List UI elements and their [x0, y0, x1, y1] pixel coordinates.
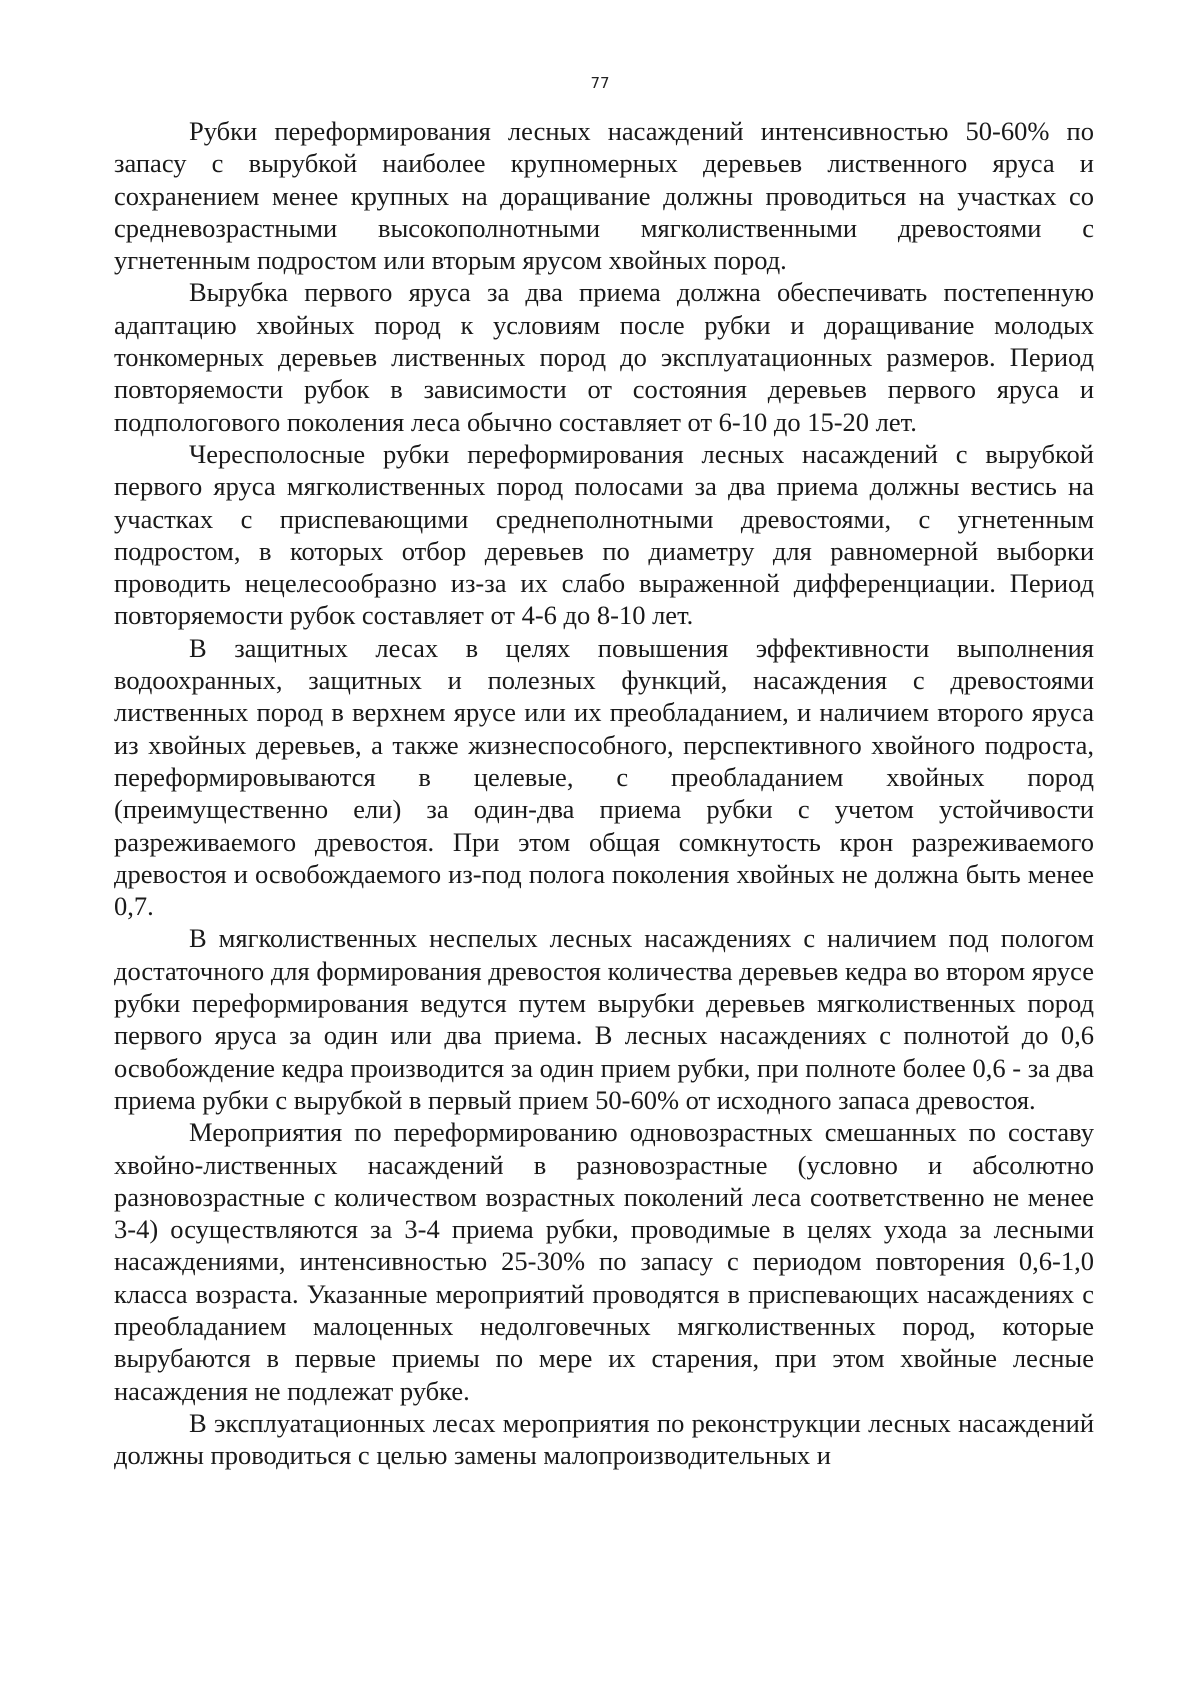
paragraph: Рубки переформирования лесных насаждений интенсивностью 50-60% по запасу с вырубкой наиболее крупномерных деревьев лиственного яруса и сохранением менее крупных на доращивание должны проводиться на участках со средневозрастными высокополнотными мягколиственными древостоями с угнетенным подростом или вторым ярусом хвойных пород. [114, 116, 1094, 276]
page-number: 77 [590, 74, 610, 92]
body-text [114, 115, 1094, 1471]
paragraph: Мероприятия по переформированию одновозрастных смешанных по составу хвойно-лиственных насаждений в разновозрастные (условно и абсолютно разновозрастные с количеством возрастных поколений леса соответственно не менее 3-4) осуществляются за 3-4 приема рубки, проводимые в целях ухода за лесными насаждениями, интенсивностью 25-30% по запасу с периодом повторения 0,6-1,0 класса возраста. Указанные мероприятий проводятся в приспевающих насаждениях с преобладанием малоценных недолговечных мягколиственных пород, которые вырубаются в первые приемы по мере их старения, при этом хвойные лесные насаждения не подлежат рубке. [114, 1117, 1094, 1406]
paragraph: В эксплуатационных лесах мероприятия по реконструкции лесных насаждений должны проводиться с целью замены малопроизводительных и [114, 1407, 1094, 1471]
paragraph: Вырубка первого яруса за два приема должна обеспечивать постепенную адаптацию хвойных пород к условиям после рубки и доращивание молодых тонкомерных деревьев лиственных пород до эксплуатационных размеров. Период повторяемости рубок в зависимости от состояния деревьев первого яруса и подпологового поколения леса обычно составляет от 6-10 до 15-20 лет. [114, 277, 1094, 437]
paragraph: В защитных лесах в целях повышения эффективности выполнения водоохранных, защитных и полезных функций, насаждения с древостоями лиственных пород в верхнем ярусе или их преобладанием, и наличием второго яруса из хвойных деревьев, а также жизнеспособного, перспективного хвойного подроста, переформировываются в целевые, с преобладанием хвойных пород (преимущественно ели) за один-два приема рубки с учетом устойчивости разреживаемого древостоя. При этом общая сомкнутость крон разреживаемого древостоя и освобождаемого из-под полога поколения хвойных не должна быть менее 0,7. [114, 632, 1094, 922]
paragraph: В мягколиственных неспелых лесных насаждениях с наличием под пологом достаточного для формирования древостоя количества деревьев кедра во втором ярусе рубки переформирования ведутся путем вырубки деревьев мягколиственных пород первого яруса за один или два приема. В лесных насаждениях с полнотой до 0,6 освобождение кедра производится за один прием рубки, при полноте более 0,6 - за два приема рубки с вырубкой в первый прием 50-60% от исходного запаса древостоя. [114, 923, 1094, 1115]
paragraph: Чересполосные рубки переформирования лесных насаждений с вырубкой первого яруса мягколиственных пород полосами за два приема должны вестись на участках с приспевающими среднеполнотными древостоями, с угнетенным подростом, в которых отбор деревьев по диаметру для равномерной выборки проводить нецелесообразно из-за их слабо выраженной дифференциации. Период повторяемости рубок составляет от 4-6 до 8-10 лет. [114, 438, 1094, 631]
